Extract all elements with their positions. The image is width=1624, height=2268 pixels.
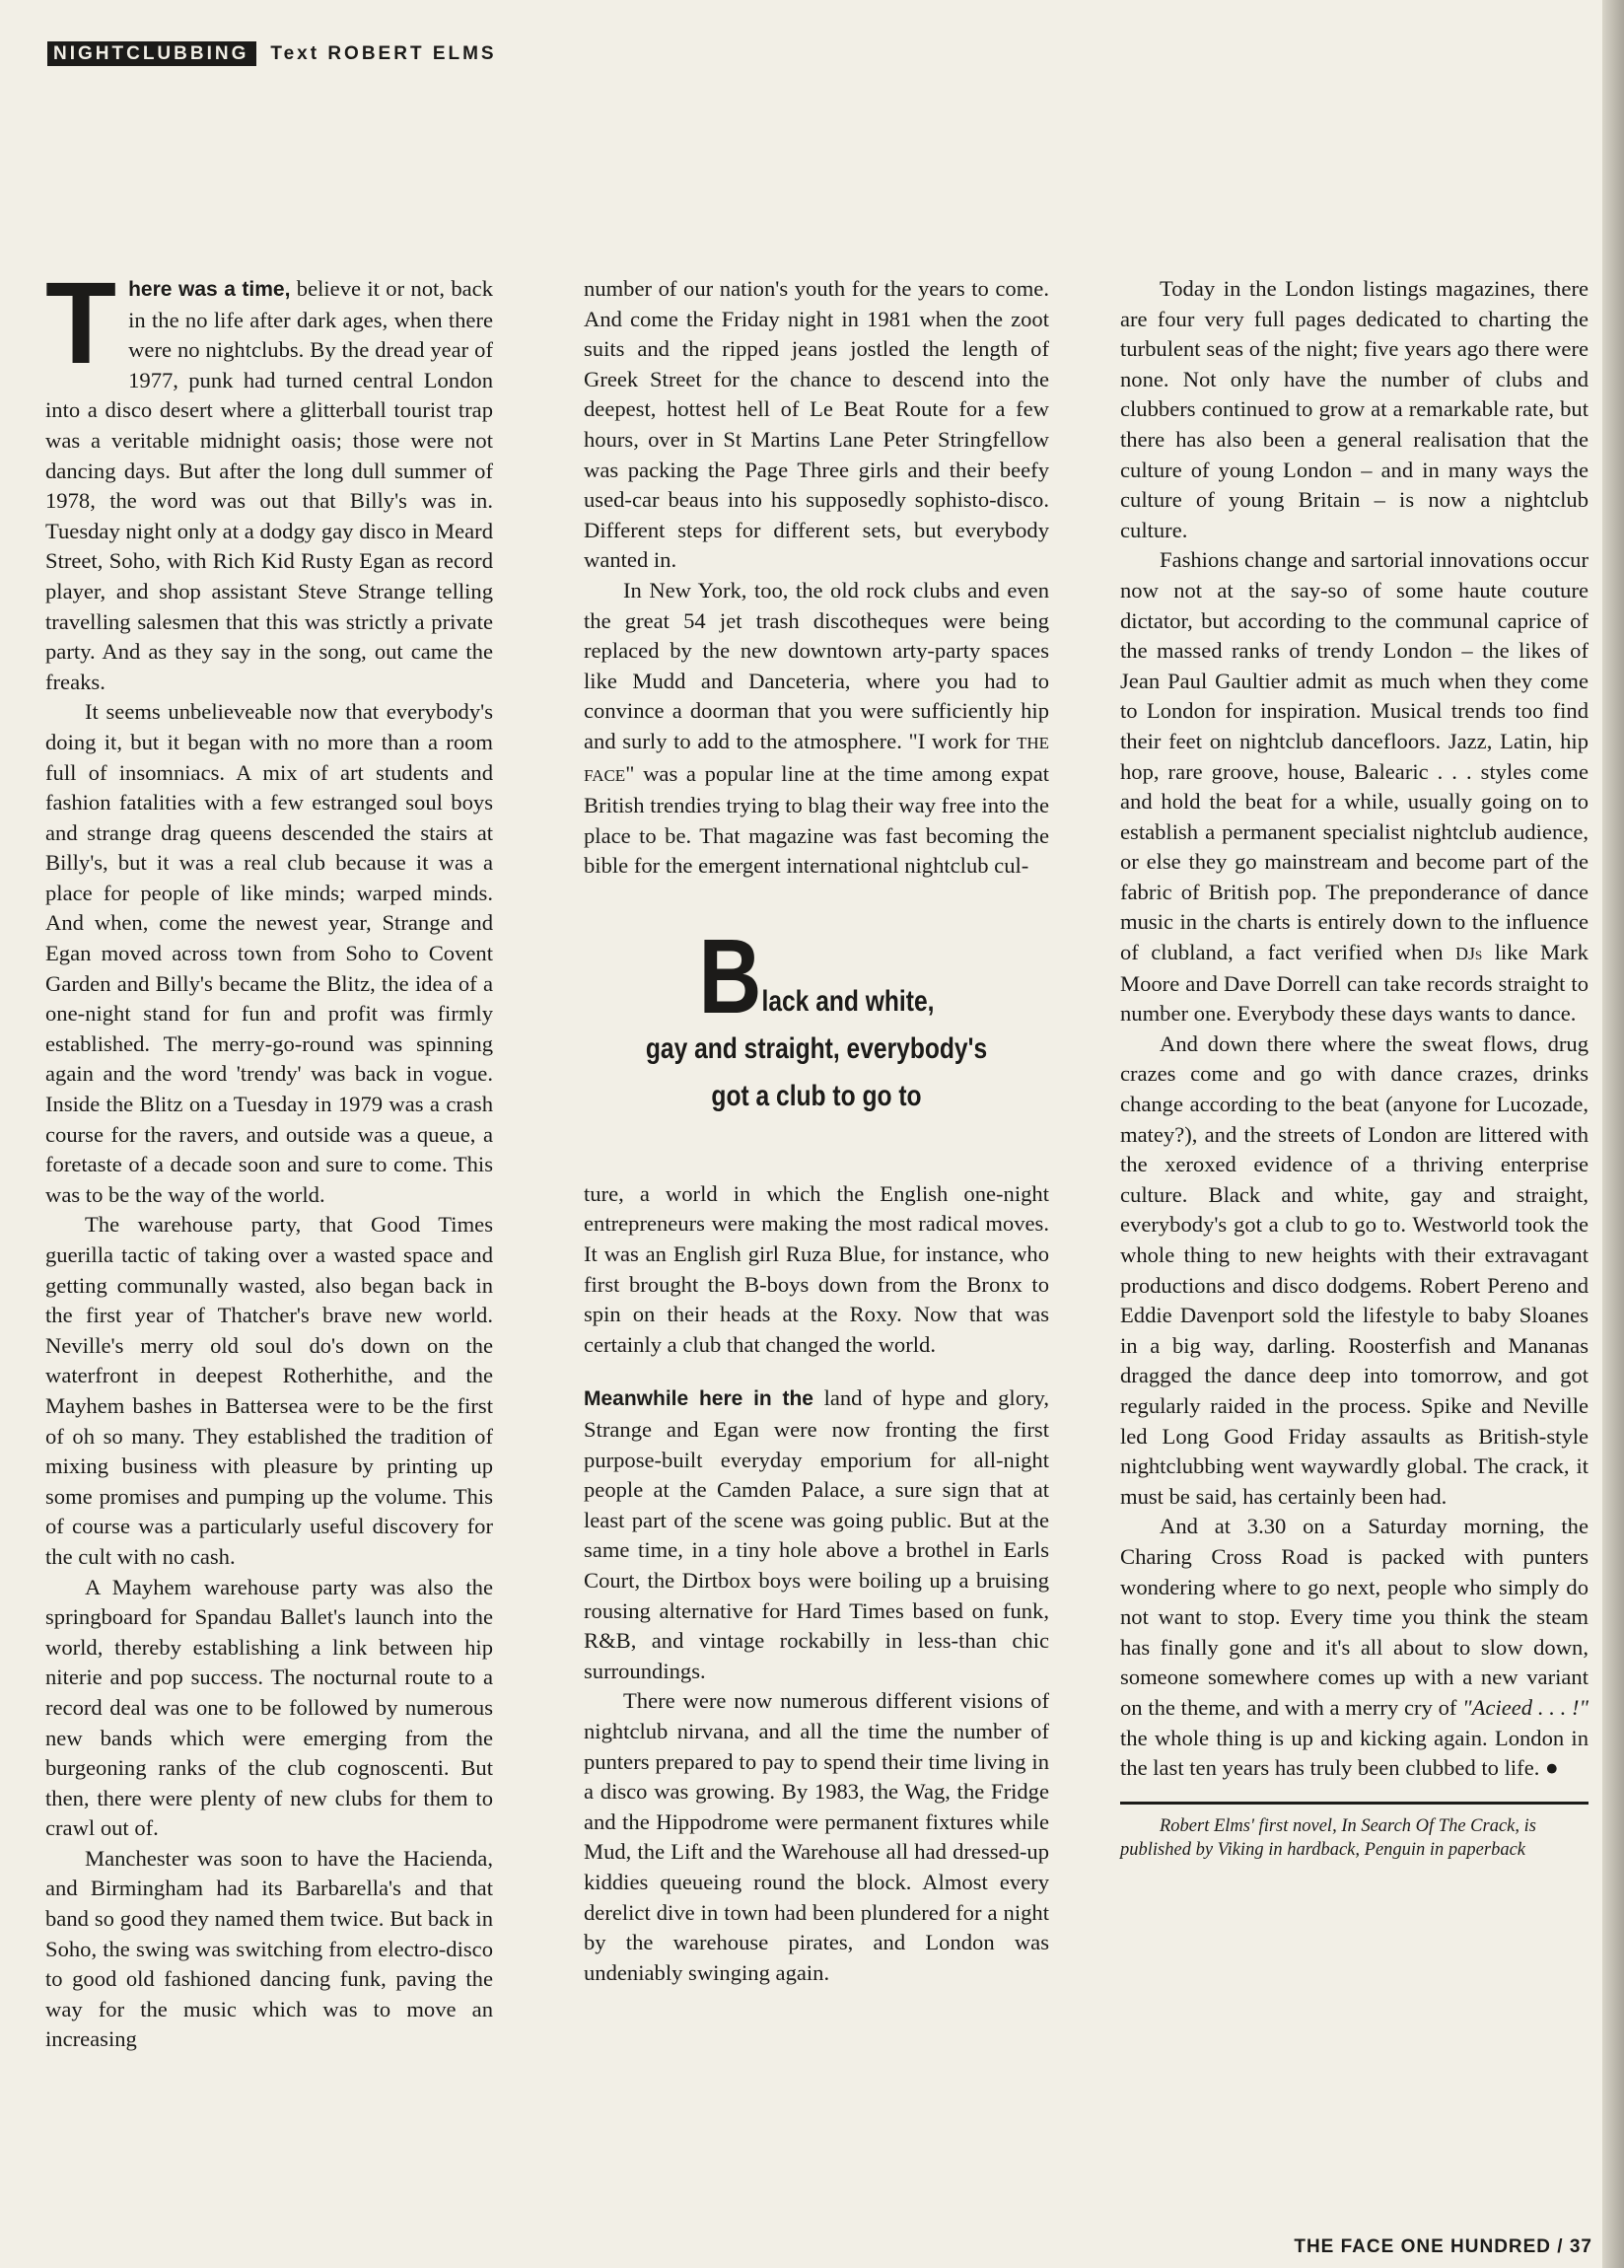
- article-column-1: [45, 258, 493, 2055]
- paragraph: There were now numerous different visions of nightclub nirvana, and all the time the number of punters prepared to pay to spend their time living in a disco was growing. By 1983, the Wag, the Fridge and the Hippodrome were permanent fixtures while Mud, the Lift and the Warehouse all had dressed-up kiddies queueing round the block. Almost every derelict dive in town had been plundered for a night by the warehouse pirates, and London was undeniably swinging again.: [584, 1688, 1049, 1985]
- footnote-divider: [1120, 1802, 1589, 1805]
- paragraph: Today in the London listings magazines, there are four very full pages dedicated to charting the turbulent seas of the night; five years ago there were none. Not only have the number of clubs and clubbers continued to grow at a remarkable rate, but there has also been a general realisation that the culture of young London – and in many ways the culture of young Britain – is now a nightclub culture.: [1120, 276, 1589, 542]
- paragraph-text: Fashions change and sartorial innovations occur now not at the say-so of some haute couture dictator, but according to the communal caprice of the massed ranks of trendy London – the likes of Jean Paul Gaultier admit as much when they come to London for inspiration. Musical trends too find their feet on nightclub dancefloors. Jazz, Latin, hip hop, rare groove, house, Balearic . . . styles come and hold the beat for a while, usually going on to establish a permanent specialist nightclub audience, or else they go mainstream and become part of the fabric of British pop. The preponderance of dance music in the charts is entirely down to the influence of clubland, a fact verified when: [1120, 547, 1589, 965]
- paragraph-text: believe it or not, back in the no life after dark ages, when there were no nightclubs. By the dread year of 1977, punk had turned central London into a disco desert where a glitterball tourist trap was a veritable midnight oasis; those were not dancing days. But after the long dull summer of 1978, the word was out that Billy's was in. Tuesday night only at a dodgy gay disco in Meard Street, Soho, with Rich Kid Rusty Egan as record player, and shop assistant Steve Strange telling travelling salesmen that this was strictly a private party. And as they say in the song, out came the freaks.: [45, 276, 493, 694]
- pull-quote-line: gay and straight, everybody's: [645, 1031, 988, 1065]
- drop-cap: T: [45, 258, 117, 389]
- paragraph: [1120, 1512, 1589, 1783]
- paragraph-text: In New York, too, the old rock clubs and even the great 54 jet trash discotheques were being replaced by the new downtown arty-party spaces like Mudd and Danceteria, where you had to convince a doorman that you were sufficiently hip and surly to add to the atmosphere. "I work for: [584, 577, 1049, 753]
- paragraph: The warehouse party, that Good Times guerilla tactic of taking over a wasted space and getting communally wasted, also began back in the first year of Thatcher's brave new world. Neville's merry old soul do's down on the waterfront in deepest Rotherhithe, and the Mayhem bashes in Battersea were to be the first of oh so many. They established the tradition of mixing business with pleasure by printing up some promises and pumping up the volume. This of course was a particularly useful discovery for the cult with no cash.: [45, 1212, 493, 1569]
- paragraph: [584, 576, 1049, 882]
- paragraph-text: And at 3.30 on a Saturday morning, the Charing Cross Road is packed with punters wondering where to go next, people who simply do not want to stop. Every time you think the steam has finally gone and it's all about to slow down, someone somewhere comes up with a new variant on the theme, and with a merry cry of: [1120, 1514, 1589, 1720]
- pull-quote-line: lack and white,: [761, 984, 935, 1018]
- paragraph-text: " was a popular line at the time among expat British trendies trying to blag their way free into the place to be. That magazine was fast becoming the bible for the emergent international nightclub cul-: [584, 760, 1049, 879]
- section-title: NIGHTCLUBBING: [47, 41, 256, 66]
- paragraph: number of our nation's youth for the years to come. And come the Friday night in 1981 when the zoot suits and the ripped jeans jostled the length of Greek Street for the chance to descend into the deepest, hottest hell of Le Beat Route for a few hours, over in St Martins Lane Peter Stringfellow was packing the Page Three girls and their beefy used-car beaus into his supposedly sophisto-disco. Different steps for different sets, but everybody wanted in.: [584, 276, 1049, 573]
- article-column-2: [584, 274, 1049, 1988]
- paragraph: It seems unbelieveable now that everybody's doing it, but it began with no more than a room full of insomniacs. A mix of art students and fashion fatalities with a few estranged soul boys and strange drag queens descended the stairs at Billy's, but it was a real club because it was a place for people of like minds; warped minds. And when, come the newest year, Strange and Egan moved across town from Soho to Covent Garden and Billy's became the Blitz, the idea of a one-night stand for fun and profit was firmly established. The merry-go-round was spinning again and the word 'trendy' was back in vogue. Inside the Blitz on a Tuesday in 1979 was a crash course for the ravers, and outside was a queue, a foretaste of a decade soon and sure to come. This was to be the way of the world.: [45, 699, 493, 1207]
- lead-in: Meanwhile here in the: [584, 1387, 813, 1411]
- paragraph: ture, a world in which the English one-night entrepreneurs were making the most radical moves. It was an English girl Ruza Blue, for instance, who first brought the B-boys down from the Bronx to spin on their heads at the Roxy. Now that was certainly a club that changed the world.: [584, 1180, 1049, 1357]
- end-mark: ●: [1539, 1755, 1559, 1781]
- paragraph: [1120, 545, 1589, 1029]
- paragraph: A Mayhem warehouse party was also the springboard for Spandau Ballet's launch into the world, thereby establishing a link between hip niterie and pop success. The nocturnal route to a record deal was one to be followed by numerous new bands which were emerging from the burgeoning ranks of the club cognoscenti. But then, there were plenty of new clubs for them to crawl out of.: [45, 1574, 493, 1841]
- paragraph: [45, 258, 493, 697]
- author-footnote: Robert Elms' first novel, In Search Of The Crack, is published by Viking in hardback, Penguin in paperback: [1120, 1815, 1536, 1860]
- paragraph: [584, 1383, 1049, 1686]
- article-column-3: [1120, 274, 1589, 1862]
- paragraph-text: the whole thing is up and kicking again. London in the last ten years has truly been clubbed to life.: [1120, 1725, 1589, 1781]
- lead-in: here was a time,: [128, 278, 291, 301]
- paragraph-text: like Mark Moore and Dave Dorrell can take records straight to number one. Everybody these days wants to dance.: [1120, 940, 1589, 1027]
- page-header: [47, 43, 497, 65]
- pull-quote: [625, 915, 1007, 1120]
- page-edge: [1602, 0, 1624, 2268]
- quote-italic: "Acieed . . . !": [1462, 1694, 1589, 1720]
- pull-quote-initial: B: [698, 915, 762, 1035]
- pull-quote-line: got a club to go to: [711, 1079, 922, 1112]
- paragraph: And down there where the sweat flows, drug crazes come and go with dance crazes, drinks change according to the beat (anyone for Lucozade, matey?), and the streets of London are littered with the xeroxed evidence of a thriving enterprise culture. Black and white, gay and straight, everybody's got a club to go to. Westworld took the whole thing to new heights with their extravagant productions and disco dodgems. Robert Pereno and Eddie Davenport sold the lifestyle to baby Sloanes in a big way, darling. Roosterfish and Mananas dragged the dance deep into tomorrow, and got regularly raided in the process. Spike and Neville led Long Good Friday assaults as British-style nightclubbing went waywardly global. The crack, it must be said, has certainly been had.: [1120, 1030, 1589, 1509]
- magazine-name: THE FACE: [584, 733, 1049, 785]
- author-credit: Text ROBERT ELMS: [270, 43, 497, 64]
- abbreviation: DJs: [1455, 944, 1483, 964]
- paragraph: Manchester was soon to have the Hacienda, and Birmingham had its Barbarella's and that band so good they named them twice. But back in Soho, the swing was switching from electro-disco to good old fashioned dancing funk, paving the way for the music which was to move an increasing: [45, 1845, 493, 2052]
- paragraph-text: land of hype and glory, Strange and Egan were now fronting the first purpose-built everyday emporium for all-night people at the Camden Palace, a sure sign that at least part of the scene was going public. But at the same time, in a tiny hole above a brothel in Earls Court, the Dirtbox boys were boiling up a bruising rousing alternative for Hard Times based on funk, R&B, and vintage rockabilly in less-than chic surroundings.: [584, 1385, 1049, 1683]
- page-footer: THE FACE ONE HUNDRED / 37: [1294, 2236, 1592, 2257]
